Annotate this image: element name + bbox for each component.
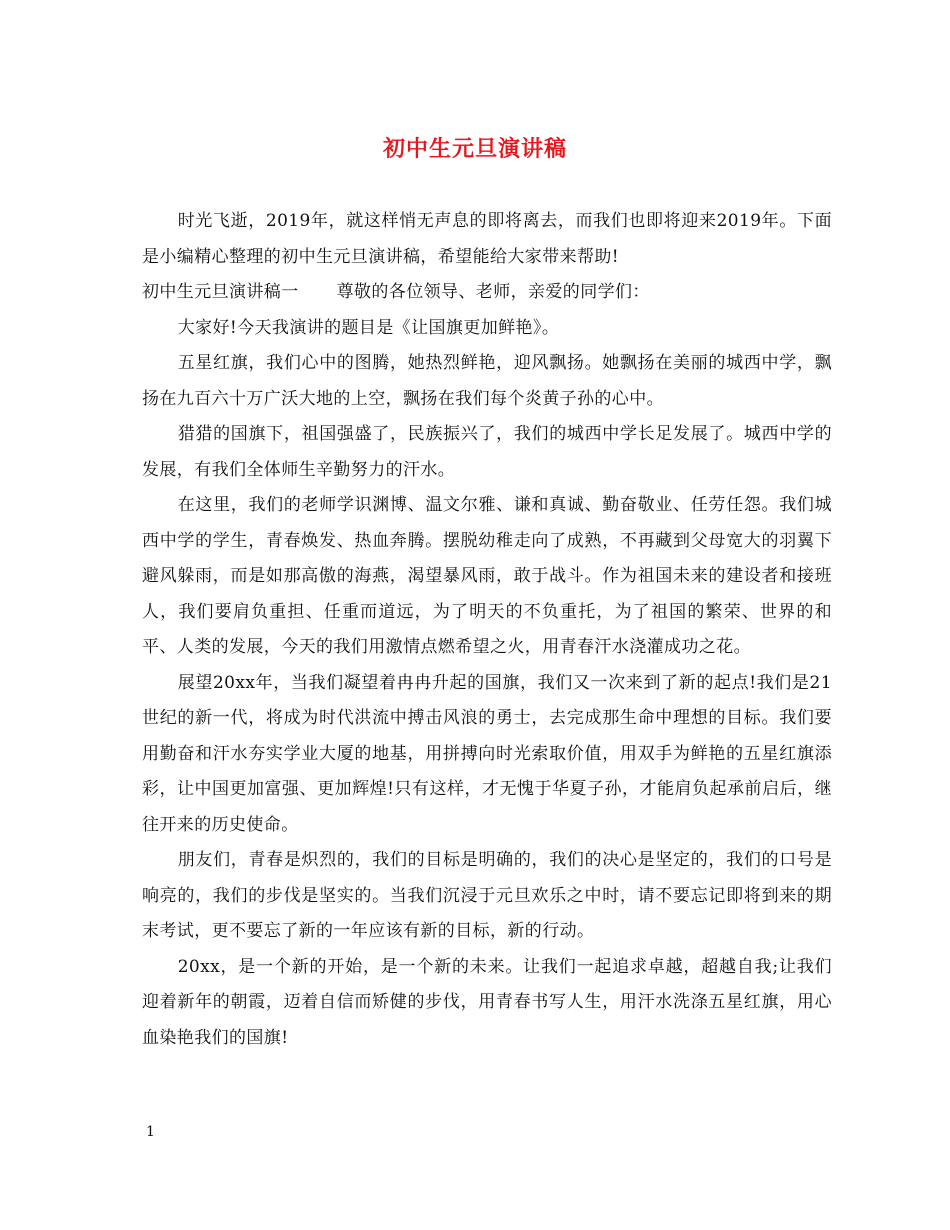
body-paragraph-7: 20xx，是一个新的开始，是一个新的未来。让我们一起追求卓越，超越自我;让我们迎着新年的朝霞，迈着自信而矫健的步伐，用青春书写人生，用汗水洗涤五星红旗，用心血染艳我们的国旗! [142, 956, 832, 1048]
body-paragraph-1: 大家好!今天我演讲的题目是《让国旗更加鲜艳》。 [177, 317, 560, 338]
document-title: 初中生元旦演讲稿 [382, 136, 567, 162]
section-heading-line [142, 275, 832, 311]
body-paragraph-3: 猎猎的国旗下，祖国强盛了，民族振兴了，我们的城西中学长足发展了。城西中学的发展，有我们全体师生辛勤努力的汗水。 [142, 424, 832, 480]
intro-paragraph: 时光飞逝，2019年，就这样悄无声息的即将离去，而我们也即将迎来2019年。下面是小编精心整理的初中生元旦演讲稿，希望能给大家带来帮助! [142, 211, 832, 267]
body-paragraph-6: 朋友们，青春是炽烈的，我们的目标是明确的，我们的决心是坚定的，我们的口号是响亮的，我们的步伐是坚实的。当我们沉浸于元旦欢乐之中时，请不要忘记即将到来的期末考试，更不要忘了新的一年应该有新的目标，新的行动。 [142, 850, 832, 941]
body-paragraph-2: 五星红旗，我们心中的图腾，她热烈鲜艳，迎风飘扬。她飘扬在美丽的城西中学，飘扬在九百六十万广沃大地的上空，飘扬在我们每个炎黄子孙的心中。 [142, 353, 832, 409]
salutation: 尊敬的各位领导、老师，亲爱的同学们： [336, 282, 650, 302]
section-heading: 初中生元旦演讲稿一 [142, 282, 299, 302]
body-paragraph-5: 展望20xx年，当我们凝望着冉冉升起的国旗，我们又一次来到了新的起点!我们是21世纪的新一代，将成为时代洪流中搏击风浪的勇士，去完成那生命中理想的目标。我们要用勤奋和汗水夯实学业大厦的地基，用拼搏向时光索取价值，用双手为鲜艳的五星红旗添彩，让中国更加富强、更加辉煌!只有这样，才无愧于华夏子孙，才能肩负起承前启后，继往开来的历史使命。 [142, 672, 832, 835]
page-number: 1 [146, 1124, 155, 1140]
body-paragraph-4: 在这里，我们的老师学识渊博、温文尔雅、谦和真诚、勤奋敬业、任劳任怨。我们城西中学的学生，青春焕发、热血奔腾。摆脱幼稚走向了成熟，不再藏到父母宽大的羽翼下避风躲雨，而是如那高傲的海燕，渴望暴风雨，敢于战斗。作为祖国未来的建设者和接班人，我们要肩负重担、任重而道远，为了明天的不负重托，为了祖国的繁荣、世界的和平、人类的发展，今天的我们用激情点燃希望之火，用青春汗水浇灌成功之花。 [142, 495, 832, 657]
document-body [142, 204, 832, 1056]
